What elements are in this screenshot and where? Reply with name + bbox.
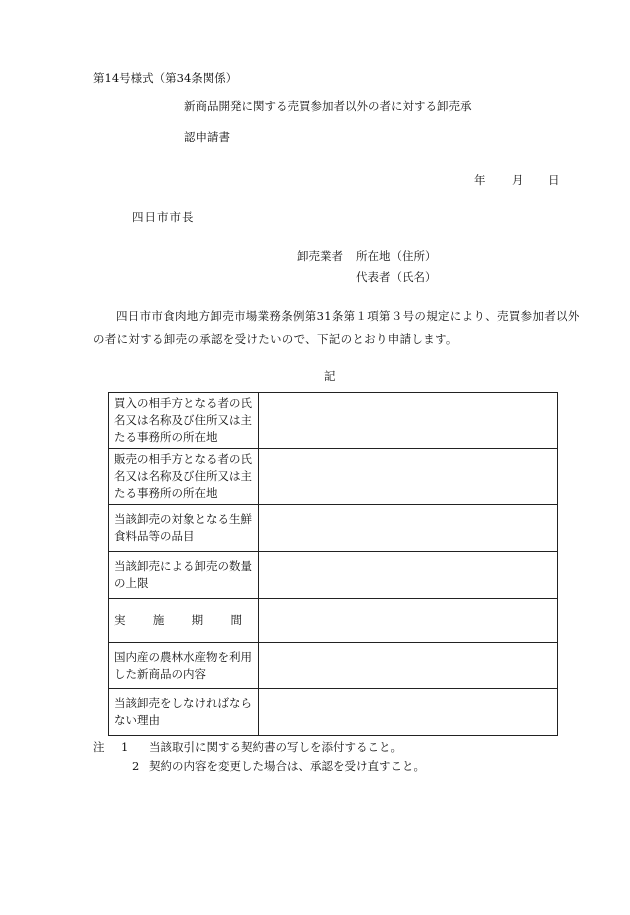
note-item [93,738,425,757]
table-row [109,643,558,689]
applicant-role: 卸売業者 [297,249,343,263]
entry-cell[interactable] [259,393,558,449]
row-label: 国内産の農林水産物を利用した新商品の内容 [109,643,259,689]
note-prefix: 注 [93,740,105,754]
label-char: 間 [230,613,242,627]
note-text: 契約の内容を変更した場合は、承認を受け直すこと。 [149,759,425,773]
row-label: 販売の相手方となる者の氏名又は名称及び住所又は主たる事務所の所在地 [109,449,259,505]
entry-cell[interactable] [259,552,558,599]
document-title-line1: 新商品開発に関する売買参加者以外の者に対する卸売承 [184,99,472,113]
label-char: 施 [152,613,165,627]
note-item [93,757,425,776]
date-day-label: 日 [548,173,560,187]
addressee: 四日市市長 [132,210,195,224]
date-month-label: 月 [512,173,524,187]
notes [93,738,425,776]
entry-cell[interactable] [259,599,558,643]
table-row [109,552,558,599]
row-label: 当該卸売による卸売の数量の上限 [109,552,259,599]
table-row [109,449,558,505]
note-number: 2 [132,759,140,773]
label-char: 期 [191,613,204,627]
table-row [109,393,558,449]
table-row [109,505,558,552]
entry-cell[interactable] [259,689,558,736]
entry-cell[interactable] [259,505,558,552]
form-number: 第14号様式（第34条関係） [93,71,238,85]
entry-cell[interactable] [259,449,558,505]
applicant-representative-label: 代表者（氏名） [356,270,437,284]
date-year-label: 年 [474,173,486,187]
row-label: 当該卸売をしなければならない理由 [109,689,259,736]
note-text: 当該取引に関する契約書の写しを添付すること。 [149,740,402,754]
applicant-address-label: 所在地（住所） [356,249,437,263]
table-row [109,689,558,736]
note-number: 1 [121,740,129,754]
label-char: 実 [114,613,126,627]
table-row [109,599,558,643]
document-title-line2: 認申請書 [184,130,230,144]
row-label: 当該卸売の対象となる生鮮食料品等の品目 [109,505,259,552]
entry-cell[interactable] [259,643,558,689]
row-label [109,599,259,643]
application-table [108,392,558,736]
body-paragraph: 四日市市食肉地方卸売市場業務条例第31条第１項第３号の規定により、売買参加者以外の者に対する卸売の承認を受けたいので、下記のとおり申請します。 [93,309,580,346]
ki-heading: 記 [324,369,336,383]
row-label: 買入の相手方となる者の氏名又は名称及び住所又は主たる事務所の所在地 [109,393,259,449]
